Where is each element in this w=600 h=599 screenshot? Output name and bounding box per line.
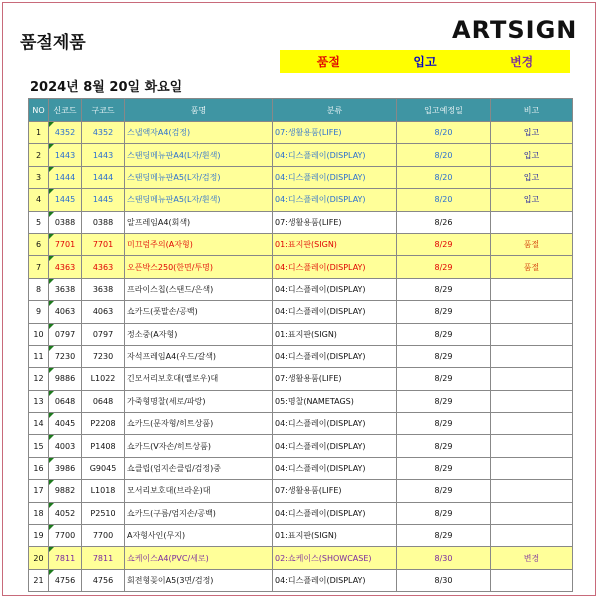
- new-code-cell: 7811: [49, 547, 82, 569]
- eta-cell: 8/29: [397, 256, 491, 278]
- eta-cell: 8/29: [397, 301, 491, 323]
- new-code-cell: 9886: [49, 368, 82, 390]
- column-header: 구코드: [82, 99, 125, 122]
- table-row: [29, 144, 573, 166]
- category-cell: 04:디스플레이(DISPLAY): [273, 301, 397, 323]
- old-code-cell: L1018: [82, 480, 125, 502]
- category-cell: 04:디스플레이(DISPLAY): [273, 189, 397, 211]
- product-name-cell: A자형사인(무지): [125, 525, 273, 547]
- table-row: [29, 547, 573, 569]
- category-cell: 01:표지판(SIGN): [273, 525, 397, 547]
- old-code-cell: P2510: [82, 502, 125, 524]
- table-row: [29, 569, 573, 591]
- category-cell: 04:디스플레이(DISPLAY): [273, 457, 397, 479]
- new-code-cell: 1443: [49, 144, 82, 166]
- new-code-cell: 0648: [49, 390, 82, 412]
- row-number: 14: [29, 413, 49, 435]
- eta-cell: 8/26: [397, 211, 491, 233]
- note-cell: 입고: [491, 122, 573, 144]
- legend-restock: 입고: [413, 55, 437, 69]
- old-code-cell: 1443: [82, 144, 125, 166]
- note-cell: 품절: [491, 233, 573, 255]
- category-cell: 04:디스플레이(DISPLAY): [273, 256, 397, 278]
- note-cell: 변경: [491, 547, 573, 569]
- eta-cell: 8/29: [397, 368, 491, 390]
- category-cell: 04:디스플레이(DISPLAY): [273, 278, 397, 300]
- note-cell: [491, 502, 573, 524]
- product-name-cell: 미끄럼주의(A자형): [125, 233, 273, 255]
- product-name-cell: 정소중(A자형): [125, 323, 273, 345]
- old-code-cell: 1445: [82, 189, 125, 211]
- column-header: 비고: [491, 99, 573, 122]
- row-number: 18: [29, 502, 49, 524]
- product-name-cell: 스탠딩메뉴판A5(L자/흰색): [125, 189, 273, 211]
- new-code-cell: 0797: [49, 323, 82, 345]
- note-cell: [491, 569, 573, 591]
- column-header: 입고예정일: [397, 99, 491, 122]
- category-cell: 05:명찰(NAMETAGS): [273, 390, 397, 412]
- eta-cell: 8/29: [397, 502, 491, 524]
- product-name-cell: 쇼카드(V자손/히트상품): [125, 435, 273, 457]
- old-code-cell: L1022: [82, 368, 125, 390]
- eta-cell: 8/29: [397, 480, 491, 502]
- row-number: 10: [29, 323, 49, 345]
- product-name-cell: 자석프레임A4(우드/갈색): [125, 345, 273, 367]
- table-row: [29, 368, 573, 390]
- column-header: NO: [29, 99, 49, 122]
- old-code-cell: P2208: [82, 413, 125, 435]
- report-date: 2024년 8월 20일 화요일: [30, 80, 183, 95]
- table-row: [29, 413, 573, 435]
- row-number: 13: [29, 390, 49, 412]
- category-cell: 07:생활용품(LIFE): [273, 211, 397, 233]
- old-code-cell: 7700: [82, 525, 125, 547]
- note-cell: [491, 211, 573, 233]
- old-code-cell: 4756: [82, 569, 125, 591]
- product-name-cell: 쇼케이스A4(PVC/세로): [125, 547, 273, 569]
- note-cell: [491, 345, 573, 367]
- category-cell: 01:표지판(SIGN): [273, 323, 397, 345]
- note-cell: [491, 390, 573, 412]
- table-row: [29, 211, 573, 233]
- new-code-cell: 4052: [49, 502, 82, 524]
- row-number: 20: [29, 547, 49, 569]
- row-number: 11: [29, 345, 49, 367]
- row-number: 21: [29, 569, 49, 591]
- note-cell: 입고: [491, 144, 573, 166]
- note-cell: 입고: [491, 189, 573, 211]
- product-name-cell: 쇼카드(문자형/히트상품): [125, 413, 273, 435]
- product-name-cell: 프라이스칩(스탠드/은색): [125, 278, 273, 300]
- row-number: 9: [29, 301, 49, 323]
- old-code-cell: 0648: [82, 390, 125, 412]
- category-cell: 04:디스플레이(DISPLAY): [273, 435, 397, 457]
- table-row: [29, 323, 573, 345]
- eta-cell: 8/30: [397, 547, 491, 569]
- row-number: 16: [29, 457, 49, 479]
- row-number: 7: [29, 256, 49, 278]
- new-code-cell: 4352: [49, 122, 82, 144]
- eta-cell: 8/20: [397, 122, 491, 144]
- product-name-cell: 쇼카드(구름/엄지손/공백): [125, 502, 273, 524]
- table-row: [29, 189, 573, 211]
- row-number: 8: [29, 278, 49, 300]
- product-name-cell: 스탠딩메뉴판A4(L자/흰색): [125, 144, 273, 166]
- new-code-cell: 4045: [49, 413, 82, 435]
- product-name-cell: 스냅액자A4(검정): [125, 122, 273, 144]
- new-code-cell: 1444: [49, 166, 82, 188]
- legend-sold-out: 품절: [316, 55, 340, 69]
- table-row: [29, 457, 573, 479]
- old-code-cell: 4352: [82, 122, 125, 144]
- note-cell: [491, 525, 573, 547]
- old-code-cell: 0797: [82, 323, 125, 345]
- old-code-cell: 3638: [82, 278, 125, 300]
- old-code-cell: 1444: [82, 166, 125, 188]
- new-code-cell: 3986: [49, 457, 82, 479]
- row-number: 19: [29, 525, 49, 547]
- note-cell: [491, 323, 573, 345]
- table-row: [29, 256, 573, 278]
- new-code-cell: 9882: [49, 480, 82, 502]
- table-header-row: [29, 99, 573, 122]
- category-cell: 04:디스플레이(DISPLAY): [273, 502, 397, 524]
- eta-cell: 8/29: [397, 413, 491, 435]
- eta-cell: 8/20: [397, 166, 491, 188]
- table-row: [29, 435, 573, 457]
- note-cell: [491, 480, 573, 502]
- eta-cell: 8/29: [397, 457, 491, 479]
- row-number: 5: [29, 211, 49, 233]
- eta-cell: 8/20: [397, 144, 491, 166]
- new-code-cell: 1445: [49, 189, 82, 211]
- page-title: 품절제품: [20, 33, 86, 53]
- old-code-cell: 7701: [82, 233, 125, 255]
- row-number: 12: [29, 368, 49, 390]
- product-name-cell: 긴모서리보호대(옐로우)대: [125, 368, 273, 390]
- note-cell: [491, 413, 573, 435]
- eta-cell: 8/29: [397, 345, 491, 367]
- eta-cell: 8/29: [397, 435, 491, 457]
- new-code-cell: 4363: [49, 256, 82, 278]
- row-number: 2: [29, 144, 49, 166]
- category-cell: 04:디스플레이(DISPLAY): [273, 413, 397, 435]
- new-code-cell: 7701: [49, 233, 82, 255]
- table-row: [29, 390, 573, 412]
- note-cell: [491, 278, 573, 300]
- note-cell: [491, 301, 573, 323]
- new-code-cell: 3638: [49, 278, 82, 300]
- status-legend: [280, 50, 570, 73]
- product-name-cell: 오픈박스250(한면/투명): [125, 256, 273, 278]
- row-number: 3: [29, 166, 49, 188]
- table-row: [29, 480, 573, 502]
- old-code-cell: 4063: [82, 301, 125, 323]
- category-cell: 07:생활용품(LIFE): [273, 122, 397, 144]
- table-row: [29, 166, 573, 188]
- product-name-cell: 스탠딩메뉴판A5(L자/검정): [125, 166, 273, 188]
- brand-logo: ARTSIGN: [452, 16, 578, 44]
- category-cell: 04:디스플레이(DISPLAY): [273, 569, 397, 591]
- row-number: 6: [29, 233, 49, 255]
- new-code-cell: 7230: [49, 345, 82, 367]
- category-cell: 04:디스플레이(DISPLAY): [273, 144, 397, 166]
- table-row: [29, 502, 573, 524]
- category-cell: 07:생활용품(LIFE): [273, 480, 397, 502]
- row-number: 1: [29, 122, 49, 144]
- old-code-cell: 7811: [82, 547, 125, 569]
- note-cell: [491, 368, 573, 390]
- eta-cell: 8/29: [397, 390, 491, 412]
- product-name-cell: 모서리보호대(브라운)대: [125, 480, 273, 502]
- new-code-cell: 4003: [49, 435, 82, 457]
- table-row: [29, 525, 573, 547]
- eta-cell: 8/29: [397, 278, 491, 300]
- category-cell: 04:디스플레이(DISPLAY): [273, 166, 397, 188]
- category-cell: 04:디스플레이(DISPLAY): [273, 345, 397, 367]
- legend-change: 변경: [510, 55, 534, 69]
- old-code-cell: P1408: [82, 435, 125, 457]
- table-row: [29, 278, 573, 300]
- old-code-cell: 7230: [82, 345, 125, 367]
- old-code-cell: 0388: [82, 211, 125, 233]
- new-code-cell: 0388: [49, 211, 82, 233]
- product-name-cell: 가죽형명찰(세로/파랑): [125, 390, 273, 412]
- product-name-cell: 쇼카드(폿말손/공백): [125, 301, 273, 323]
- eta-cell: 8/20: [397, 189, 491, 211]
- table-row: [29, 122, 573, 144]
- product-name-cell: 회전형꽂이A5(3면/검정): [125, 569, 273, 591]
- eta-cell: 8/29: [397, 525, 491, 547]
- product-name-cell: 쇼클립(엄지손클립/검정)중: [125, 457, 273, 479]
- column-header: 신코드: [49, 99, 82, 122]
- old-code-cell: G9045: [82, 457, 125, 479]
- table-row: [29, 345, 573, 367]
- category-cell: 01:표지판(SIGN): [273, 233, 397, 255]
- note-cell: 품절: [491, 256, 573, 278]
- row-number: 17: [29, 480, 49, 502]
- note-cell: [491, 457, 573, 479]
- column-header: 품명: [125, 99, 273, 122]
- note-cell: 입고: [491, 166, 573, 188]
- sold-out-table: [28, 98, 573, 592]
- row-number: 4: [29, 189, 49, 211]
- new-code-cell: 7700: [49, 525, 82, 547]
- table-row: [29, 301, 573, 323]
- note-cell: [491, 435, 573, 457]
- table-row: [29, 233, 573, 255]
- category-cell: 07:생활용품(LIFE): [273, 368, 397, 390]
- row-number: 15: [29, 435, 49, 457]
- column-header: 분류: [273, 99, 397, 122]
- product-name-cell: 알프레임A4(회색): [125, 211, 273, 233]
- new-code-cell: 4063: [49, 301, 82, 323]
- eta-cell: 8/29: [397, 233, 491, 255]
- eta-cell: 8/29: [397, 323, 491, 345]
- eta-cell: 8/30: [397, 569, 491, 591]
- old-code-cell: 4363: [82, 256, 125, 278]
- new-code-cell: 4756: [49, 569, 82, 591]
- category-cell: 02:쇼케이스(SHOWCASE): [273, 547, 397, 569]
